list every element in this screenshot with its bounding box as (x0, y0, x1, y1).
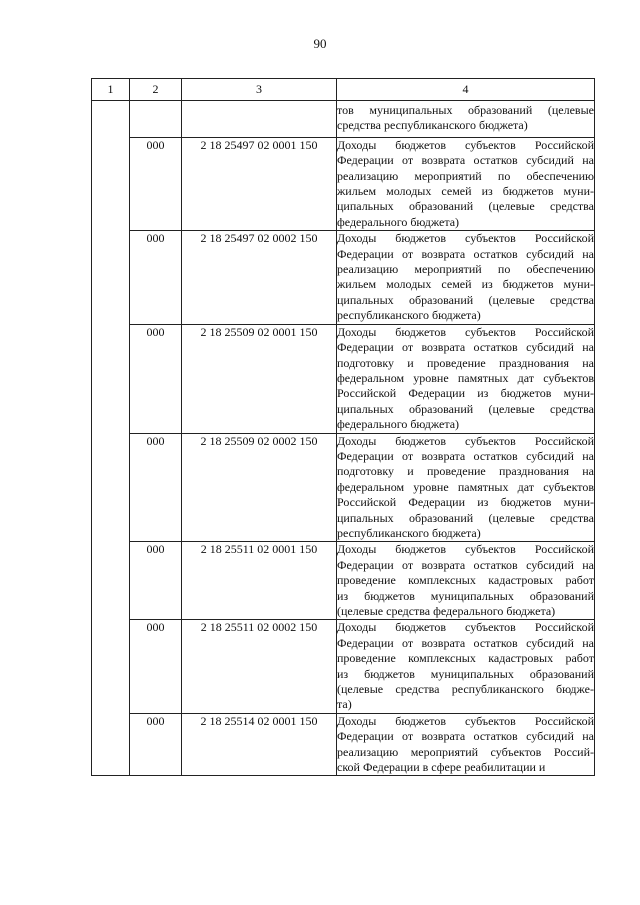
table-row (92, 231, 595, 324)
row-description-cell (337, 101, 595, 138)
description-line: Доходы бюджетов субъектов Российской (337, 231, 594, 246)
row-code-cell: 000 (130, 542, 182, 620)
description-line: тов муниципальных образований (целевые (337, 103, 594, 117)
table-row (92, 713, 595, 776)
table-row (92, 433, 595, 542)
row-kbk-cell: 2 18 25509 02 0002 150 (182, 433, 337, 542)
description-line: реализацию мероприятий субъектов Россий- (337, 744, 594, 759)
description-line: Федерации от возврата остатков субсидий на (337, 246, 594, 261)
description-line: (целевые средства республиканского бюдже- (337, 682, 594, 697)
row-kbk-cell: 2 18 25514 02 0001 150 (182, 713, 337, 776)
table-row-continuation (92, 101, 595, 138)
budget-revenue-table (91, 78, 595, 776)
description-line: реализацию мероприятий по обеспечению (337, 168, 594, 183)
description-line: ципальных образований (целевые средства (337, 510, 594, 525)
row-code-cell: 000 (130, 620, 182, 713)
description-line: из бюджетов муниципальных образований (337, 666, 594, 681)
row-kbk-cell: 2 18 25497 02 0001 150 (182, 137, 337, 230)
row-description-cell (337, 713, 595, 776)
description-line: жильем молодых семей из бюджетов муни- (337, 277, 594, 292)
description-line: Доходы бюджетов субъектов Российской (337, 137, 594, 152)
row-description-cell (337, 324, 595, 433)
description-line: реализацию мероприятий по обеспечению (337, 262, 594, 277)
description-line: Доходы бюджетов субъектов Российской (337, 542, 594, 557)
row-description-cell (337, 620, 595, 713)
row-kbk-cell (182, 101, 337, 138)
description-line: федеральном уровне памятных дат субъектов (337, 479, 594, 494)
description-line: Федерации от возврата остатков субсидий на (337, 340, 594, 355)
description-line: республиканского бюджета) (337, 308, 481, 323)
description-line: Доходы бюджетов субъектов Российской (337, 433, 594, 448)
description-line: Федерации от возврата остатков субсидий на (337, 448, 594, 463)
description-line: ципальных образований (целевые средства (337, 401, 594, 416)
row-kbk-cell: 2 18 25511 02 0001 150 (182, 542, 337, 620)
table-row (92, 324, 595, 433)
description-line: из бюджетов муниципальных образований (337, 588, 594, 603)
row-kbk-cell: 2 18 25497 02 0002 150 (182, 231, 337, 324)
description-line: Федерации от возврата остатков субсидий на (337, 729, 594, 744)
row-description-cell (337, 231, 595, 324)
row-code-cell (130, 101, 182, 138)
description-line: ципальных образований (целевые средства (337, 199, 594, 214)
row-code-cell: 000 (130, 231, 182, 324)
description-line: средства республиканского бюджета) (337, 118, 528, 133)
table-row (92, 137, 595, 230)
description-line: проведение комплексных кадастровых работ (337, 651, 594, 666)
row-description-cell (337, 137, 595, 230)
description-line: Доходы бюджетов субъектов Российской (337, 713, 594, 728)
description-line: Доходы бюджетов субъектов Российской (337, 620, 594, 635)
row-kbk-cell: 2 18 25511 02 0002 150 (182, 620, 337, 713)
header-col-1: 1 (92, 79, 130, 101)
description-line: жильем молодых семей из бюджетов муни- (337, 184, 594, 199)
row-code-cell: 000 (130, 137, 182, 230)
row-code-cell: 000 (130, 433, 182, 542)
description-line: Федерации от возврата остатков субсидий на (337, 153, 594, 168)
description-line: федерального бюджета) (337, 417, 460, 432)
description-line: проведение комплексных кадастровых работ (337, 573, 594, 588)
row-description-cell (337, 542, 595, 620)
description-line: Российской Федерации из бюджетов муни- (337, 495, 594, 510)
description-line: республиканского бюджета) (337, 525, 481, 540)
description-line: федеральном уровне памятных дат субъектов (337, 370, 594, 385)
description-line: подготовку и проведение празднования на (337, 355, 594, 370)
header-col-4: 4 (337, 79, 595, 101)
header-col-3: 3 (182, 79, 337, 101)
row-code-cell: 000 (130, 713, 182, 776)
row-kbk-cell: 2 18 25509 02 0001 150 (182, 324, 337, 433)
description-line: Российской Федерации из бюджетов муни- (337, 386, 594, 401)
description-line: Федерации от возврата остатков субсидий на (337, 635, 594, 650)
table-row (92, 542, 595, 620)
row-description-cell (337, 433, 595, 542)
description-line: ципальных образований (целевые средства (337, 292, 594, 307)
page-number: 90 (313, 36, 327, 51)
description-line: Федерации от возврата остатков субсидий на (337, 557, 594, 572)
description-line: та) (337, 697, 352, 712)
description-line: федерального бюджета) (337, 214, 460, 229)
description-line: ской Федерации в сфере реабилитации и (337, 760, 546, 775)
description-line: подготовку и проведение празднования на (337, 464, 594, 479)
description-line: (целевые средства федерального бюджета) (337, 604, 556, 618)
col-1-merged-cell (92, 101, 130, 776)
header-col-2: 2 (130, 79, 182, 101)
row-code-cell: 000 (130, 324, 182, 433)
table-header-row (92, 79, 595, 101)
description-line: Доходы бюджетов субъектов Российской (337, 324, 594, 339)
table-row (92, 620, 595, 713)
